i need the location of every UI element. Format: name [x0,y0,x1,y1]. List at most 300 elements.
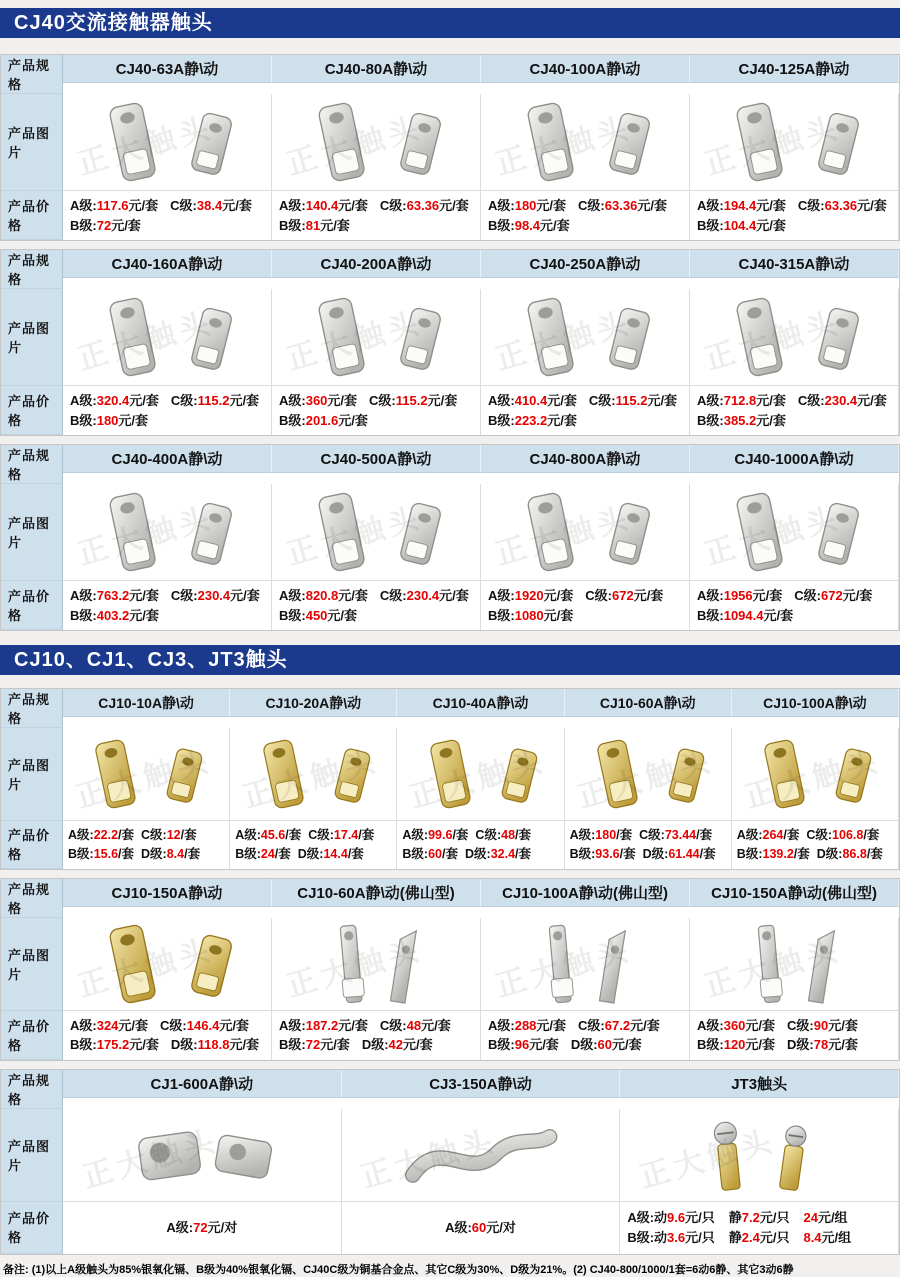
price-entry [171,391,259,411]
price-line [737,845,896,864]
price-entry [488,411,577,431]
price-entry [70,196,158,216]
price-line [627,1228,896,1248]
contact-photo [285,295,468,379]
price-entry [585,586,663,606]
contact-photo [494,490,677,574]
price-value: 187.2 [305,1017,339,1033]
product-table [0,54,900,241]
product-table [0,249,900,436]
product-image-cell [342,1109,621,1202]
price-unit: /套 [793,846,810,861]
contact-photo [234,732,394,816]
price-unit: 元/套 [421,1017,451,1033]
product-image-cell [690,289,899,386]
price-value: 73.44 [664,828,697,842]
contact-photo [494,100,677,184]
row-label-image: 产品图片 [1,918,63,1011]
price-entry [697,606,793,626]
contact-photo [76,922,259,1006]
price-value: 820.8 [305,588,339,603]
price-label: A级: [70,588,97,603]
price-unit: /套 [616,828,633,842]
price-unit: 元/套 [129,1037,159,1052]
price-entry [488,586,573,606]
price-value: 48 [406,1017,422,1033]
price-value: 72 [193,1219,208,1235]
price-entry [171,586,260,606]
price-value: 61.44 [668,846,700,861]
price-label: B级: [279,607,306,623]
price-unit: /套 [515,828,532,842]
price-unit: 元/套 [745,1037,776,1052]
price-entry [737,845,810,864]
price-value: 106.8 [832,828,864,842]
price-unit: 元/套 [763,607,794,623]
product-spec-header: CJ10-10A静\动 [63,689,230,717]
price-line [570,845,729,864]
price-entry [279,1035,350,1055]
product-image-cell [272,94,481,191]
price-unit: 元/套 [229,393,260,408]
price-unit: 元/套 [129,393,159,408]
price-unit: /套 [442,846,458,861]
price-value: 360 [305,393,328,408]
cj10-tables-container [0,688,900,1255]
price-label: 静 [728,1210,742,1225]
price-value: 403.2 [96,607,130,623]
price-entry [70,1016,148,1036]
watermark-text: 正大触头 [573,743,718,815]
price-line [697,606,896,626]
price-value: 8.4 [803,1229,822,1245]
row-label-price: 产品价格 [1,821,63,869]
price-entry [787,1035,858,1055]
price-unit: 元/套 [842,588,873,603]
price-label: C级: [585,588,612,603]
price-label: A级: [697,1017,724,1033]
price-unit: /套 [274,846,291,861]
price-line [279,1016,478,1036]
price-unit: 元/套 [338,412,368,428]
price-line [697,586,896,606]
contact-photo [703,100,886,184]
row-label-image: 产品图片 [1,484,63,581]
row-label-image: 产品图片 [1,728,63,821]
price-value: 63.36 [406,198,440,213]
product-spec-header: CJ40-250A静\动 [481,250,690,278]
price-label: C级: [369,393,396,408]
product-image-cell [230,728,397,821]
price-entry [488,196,566,216]
price-value: 120 [723,1037,746,1052]
price-value: 38.4 [196,198,223,213]
price-unit: 元/套 [229,1037,260,1052]
price-entry [402,845,458,864]
contact-photo [735,732,895,816]
price-label: B级: [279,217,306,233]
footer-note: 备注: (1)以上A级触头为85%银氧化镉、B级为40%银氧化镉、CJ40C级为铜基合金点、其它C级为30%、D级为21%。(2) CJ40-800/1000/1套=6动6静、其它3动6静 [3,1263,794,1276]
contact-photo [285,490,468,574]
product-image-cell [272,289,481,386]
price-value: 450 [305,607,328,623]
contact-photo [703,490,886,574]
price-entry [798,391,887,411]
price-label: C级: [141,828,167,842]
price-value: 24 [260,846,275,861]
price-label: A级: [70,198,97,213]
price-unit: /套 [783,828,800,842]
price-label: C级: [379,588,407,603]
product-price-cell [481,581,690,630]
contact-photo [111,1113,294,1197]
price-value: 410.4 [514,393,548,408]
price-entry [465,845,531,864]
price-value: 1080 [514,607,544,623]
catalog-page [0,8,900,1277]
product-price-cell [272,581,481,630]
price-entry [369,391,457,411]
price-line [737,826,896,845]
price-unit: 元/套 [612,1037,642,1052]
price-value: 72 [305,1037,321,1052]
price-unit: 元/套 [128,198,159,213]
product-image-cell [690,94,899,191]
product-table [0,444,900,631]
product-price-cell [690,1011,899,1060]
price-label: C级: [639,828,665,842]
price-unit: 元/套 [540,217,570,233]
price-value: 98.4 [514,217,541,233]
price-entry [697,586,782,606]
price-unit: 元/套 [439,198,469,213]
price-line [235,826,394,845]
price-label: A级: [736,828,763,842]
product-table [0,1069,900,1255]
row-label-price: 产品价格 [1,386,63,435]
contact-photo [401,732,561,816]
contact-photo [568,732,728,816]
price-entry [697,411,786,431]
product-price-cell [63,191,272,240]
price-entry [570,826,633,845]
price-label: A级: [697,198,724,213]
price-value: 78 [813,1037,829,1052]
product-spec-header: CJ10-150A静\动 [63,879,272,907]
price-entry [697,391,786,411]
price-value: 14.4 [323,846,348,861]
product-price-cell [63,386,272,435]
product-price-cell [481,386,690,435]
price-value: 1956 [723,588,753,603]
price-unit: 元/只 [759,1210,790,1225]
price-entry [308,826,374,845]
section-title: CJ10、CJ1、CJ3、JT3触头 [14,649,288,671]
product-image-cell [690,484,899,581]
price-entry [737,826,800,845]
product-price-cell [620,1202,899,1254]
price-entry [798,196,887,216]
price-unit: 元/套 [222,198,252,213]
price-entry [488,606,573,626]
product-image-cell [63,1109,342,1202]
price-entry [166,1218,237,1238]
price-value: 72 [96,217,112,233]
price-label: C级: [588,393,616,408]
price-value: 60 [428,846,442,861]
price-unit: /套 [347,846,364,861]
price-entry [70,216,141,236]
price-label: D级: [464,846,491,861]
price-label: C级: [379,198,407,213]
price-unit: 元/套 [219,1017,249,1033]
price-line [488,411,687,431]
price-value: 1094.4 [723,607,764,623]
price-label: B级: [70,217,97,233]
price-line [402,845,561,864]
price-label: C级: [797,393,825,408]
row-label-spec: 产品规格 [1,250,63,289]
product-spec-header: CJ40-200A静\动 [272,250,481,278]
price-unit: 元/套 [529,1037,559,1052]
price-line [166,1218,237,1238]
price-value: 8.4 [166,846,185,861]
product-spec-header: CJ3-150A静\动 [342,1070,621,1098]
product-spec-header: CJ10-100A静\动 [732,689,899,717]
price-entry [697,196,786,216]
price-line [70,1016,269,1036]
price-label: B级: [68,846,94,861]
product-price-cell [690,386,899,435]
price-line [488,196,687,216]
contact-photo [66,732,226,816]
price-unit: 元/套 [857,393,887,408]
product-image-cell [565,728,732,821]
price-line [68,845,227,864]
price-unit: 元/套 [129,588,159,603]
price-entry [380,1016,451,1036]
price-line [279,586,478,606]
price-unit: 元/套 [536,1017,567,1033]
price-entry [488,391,577,411]
price-unit: 元/套 [427,393,458,408]
price-value: 763.2 [96,588,130,603]
price-line [70,606,269,626]
price-label: B级: [697,217,724,233]
price-label: B级: [697,1037,724,1052]
price-unit: /套 [118,846,135,861]
price-unit: 元/套 [756,198,786,213]
price-label: D级: [787,1037,814,1052]
product-spec-header: CJ10-60A静\动 [565,689,732,717]
price-entry [803,1208,847,1228]
price-value: 320.4 [96,393,130,408]
price-unit: 元/套 [111,217,141,233]
product-image-cell [397,728,564,821]
contact-photo [703,922,886,1006]
price-entry [298,845,364,864]
price-line [70,586,269,606]
product-spec-header: CJ40-125A静\动 [690,55,899,83]
price-entry [488,216,570,236]
price-value: 180 [514,198,537,213]
product-image-cell [690,918,899,1011]
price-label: B级: [488,412,515,428]
watermark-text: 正大触头 [636,1124,780,1195]
price-unit: 元/套 [118,1017,149,1033]
price-value: 67.2 [604,1017,631,1033]
price-label: A级: [488,1017,515,1033]
price-label: C级: [160,1017,187,1033]
price-line [235,845,394,864]
price-line [279,606,478,626]
product-image-cell [63,918,272,1011]
product-spec-header: CJ40-400A静\动 [63,445,272,473]
price-entry [235,826,301,845]
product-spec-header: CJ10-20A静\动 [230,689,397,717]
price-entry [589,391,677,411]
price-entry [697,216,786,236]
product-spec-header: JT3触头 [620,1070,899,1098]
price-unit: 元/套 [752,588,783,603]
price-label: B级: [279,1037,306,1052]
price-label: D级: [170,1037,198,1052]
price-line [68,826,227,845]
price-value: 194.4 [723,198,757,213]
price-entry [627,1208,714,1228]
price-label: C级: [794,588,821,603]
product-price-cell [342,1202,621,1254]
price-label: D级: [297,846,324,861]
price-label: A级: [488,393,515,408]
price-label: C级: [170,198,197,213]
price-label: C级: [797,198,825,213]
section-header-cj40 [0,8,900,38]
price-line [697,196,896,216]
price-unit: 元/组 [817,1210,848,1225]
price-unit: 元/套 [403,1037,433,1052]
price-value: 81 [305,217,321,233]
price-line [488,1016,687,1036]
price-line [279,1035,478,1055]
price-line [445,1218,516,1238]
product-price-cell [565,821,732,869]
price-entry [803,1228,851,1248]
product-price-cell [63,1011,272,1060]
price-unit: 元/套 [327,393,358,408]
price-unit: 元/套 [320,1037,350,1052]
contact-photo [703,295,886,379]
price-value: 2.4 [741,1229,760,1245]
price-value: 60 [471,1219,487,1235]
price-entry [571,1035,642,1055]
price-entry [170,196,252,216]
price-label: A级: [166,1219,194,1235]
contact-photo [76,490,259,574]
price-unit: 元/套 [547,393,577,408]
price-entry [362,1035,433,1055]
price-unit: 元/套 [647,393,678,408]
row-label-price: 产品价格 [1,191,63,240]
price-label: B级: [488,607,515,623]
product-price-cell [690,191,899,240]
product-spec-header: CJ40-800A静\动 [481,445,690,473]
price-value: 223.2 [514,412,548,428]
price-label: A级: [402,828,429,842]
price-entry [380,586,469,606]
price-unit: 元/套 [230,588,260,603]
price-unit: 元/套 [543,588,574,603]
price-value: 60 [597,1037,612,1052]
price-value: 24 [803,1210,818,1225]
price-entry [697,1016,775,1036]
price-unit: 元/套 [338,588,368,603]
price-label: B级: [279,412,306,428]
price-label: C级: [170,588,198,603]
price-line [402,826,561,845]
contact-photo [285,100,468,184]
contact-photo [494,295,677,379]
price-value: 12 [166,828,181,842]
price-unit: /套 [515,846,532,861]
price-label: A级: [569,828,596,842]
row-label-price: 产品价格 [1,1202,63,1254]
price-value: 672 [820,588,843,603]
price-value: 324 [96,1017,119,1033]
price-value: 175.2 [96,1037,130,1052]
price-value: 48 [501,828,516,842]
price-entry [402,826,468,845]
contact-photo [389,1113,572,1197]
product-spec-header: CJ10-40A静\动 [397,689,564,717]
price-label: A级: [279,1017,306,1033]
price-label: C级: [787,1017,814,1033]
product-image-cell [481,484,690,581]
product-image-cell [63,289,272,386]
row-label-spec: 产品规格 [1,879,63,918]
price-value: 264 [762,828,784,842]
product-price-cell [481,191,690,240]
product-price-cell [397,821,564,869]
price-unit: 元/套 [439,588,469,603]
price-unit: /套 [619,846,636,861]
price-label: B级: [70,412,97,428]
row-label-image: 产品图片 [1,1109,63,1202]
section-header-cj10 [0,645,900,675]
price-label: D级: [816,846,843,861]
price-value: 22.2 [93,828,119,842]
price-value: 360 [723,1017,746,1033]
price-value: 17.4 [333,828,359,842]
price-label: B级:动 [627,1229,668,1245]
price-label: B级: [488,217,515,233]
price-line [279,196,478,216]
price-label: B级: [70,607,97,623]
section-title: CJ40交流接触器触头 [14,12,213,34]
price-label: C级: [806,828,833,842]
price-entry [570,845,636,864]
contact-photo [285,922,468,1006]
price-entry [380,196,469,216]
price-label: A级: [279,588,306,603]
price-label: A级: [279,393,306,408]
watermark-text: 正大触头 [406,743,551,815]
product-image-cell [481,94,690,191]
price-unit: 元/套 [828,1017,858,1033]
price-entry [794,586,872,606]
price-unit: /套 [184,846,201,861]
price-entry [141,826,197,845]
